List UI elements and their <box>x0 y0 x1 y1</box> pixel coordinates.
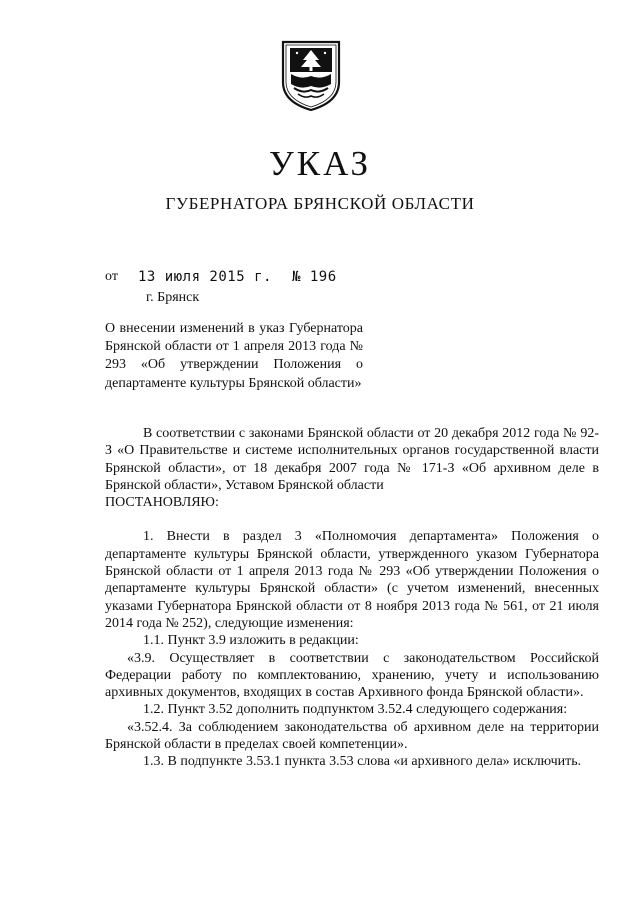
decree-date: 13 июля 2015 г. <box>138 269 272 285</box>
date-prefix: от <box>105 269 118 284</box>
item-1-2-text: «3.52.4. За соблюдением законодательства об архивном деле на территории Брянской области в пределах своей компетенции». <box>105 719 599 753</box>
document-title: УКАЗ <box>268 144 372 183</box>
preamble: В соответствии с законами Брянской области от 20 декабря 2012 года № 92-З «О Правительстве и системе исполнительных органов государственной власти Брянской области», от 18 декабря 2007 года № 171-З «Об архивном деле в Брянской области», Уставом Брянской области <box>105 426 599 493</box>
item-1-3: 1.3. В подпункте 3.53.1 пункта 3.53 слова «и архивного дела» исключить. <box>143 754 582 770</box>
item-1-2: 1.2. Пункт 3.52 дополнить подпунктом 3.52.4 следующего содержания: <box>143 702 568 718</box>
item-1-1: 1.1. Пункт 3.9 изложить в редакции: <box>143 633 359 649</box>
document-subtitle: ГУБЕРНАТОРА БРЯНСКОЙ ОБЛАСТИ <box>165 194 475 213</box>
decree-word: ПОСТАНОВЛЯЮ: <box>105 495 219 511</box>
item-1-1-text: «3.9. Осуществляет в соответствии с законодательством Российской Федерации работу по комплектованию, хранению, учету и использованию архивных документов, входящих в состав Архивного фонда Брянской области». <box>105 650 599 701</box>
decree-body <box>105 425 599 771</box>
city: г. Брянск <box>146 290 200 305</box>
item-1: 1. Внести в раздел 3 «Полномочия департамента» Положения о департаменте культуры Брянской области, утвержденного указом Губернатора Брянской области от 1 апреля 2013 года № 293 «Об утверждении Положения о департаменте культуры Брянской области» (с учетом изменений, внесенных указами Губернатора Брянской области от 8 ноября 2013 года № 561, от 21 июля 2014 года № 252), следующие изменения: <box>105 529 599 631</box>
decree-number: № 196 <box>292 269 337 285</box>
bryansk-coat-of-arms-icon <box>281 40 341 112</box>
decree-heading: О внесении изменений в указ Губернатора Брянской области от 1 апреля 2013 года № 293 «Об утверждении Положения о департаменте культуры Брянской области» <box>105 321 363 391</box>
